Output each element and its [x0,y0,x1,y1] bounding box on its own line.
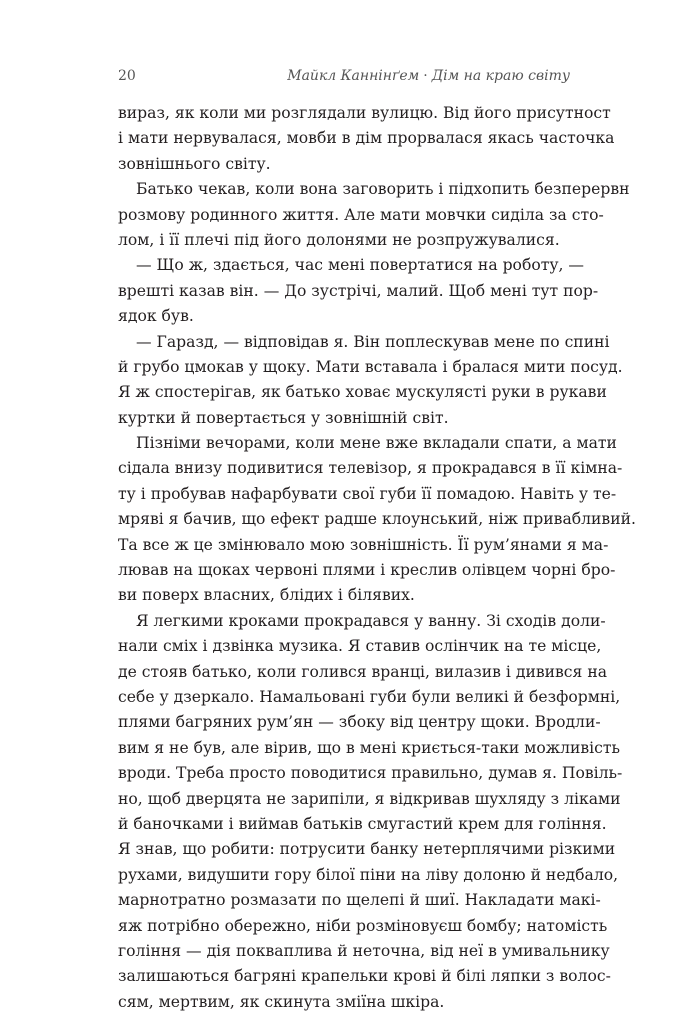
text-line: вим я не був, але вірив, що в мені криється-таки можливість [118,738,620,757]
text-line: себе у дзеркало. Намальовані губи були великі й безформні, [118,687,621,706]
text-line: ту і пробував нафарбувати свої губи її помадою. Навіть у те- [118,484,617,503]
text-line: — Що ж, здається, час мені повертатися на роботу, — [136,256,585,275]
paragraph [118,330,623,432]
text-line: Я легкими кроками прокрадався у ванну. Зі сходів доли- [136,611,606,630]
text-line: плями багряних рум’ян — збоку від центру щоки. Вродли- [118,713,601,732]
text-line: лом, і її плечі під його долонями не розпружувалися. [118,230,560,249]
text-line: вираз, як коли ми розглядали вулицю. Від його присутност [118,104,611,122]
text-line: сям, мертвим, як скинута зміїна шкіра. [118,992,445,1011]
text-line: — Гаразд, — відповідав я. Він поплескував мене по спині [136,332,610,351]
text-line: Пізніми вечорами, коли мене вже вкладали спати, а мати [136,434,617,453]
text-line: розмову родинного життя. Але мати мовчки сиділа за сто- [118,205,604,224]
text-line: сідала внизу подивитися телевізор, я прокрадався в її кімна- [118,459,623,478]
paragraph [118,609,623,1015]
text-line: де стояв батько, коли голився вранці, вилазив і дивився на [118,662,608,681]
text-line: нали сміх і дзвінка музика. Я ставив ослінчик на те місце, [118,637,602,656]
text-line: Батько чекав, коли вона заговорить і підхопить безперервн [136,180,630,199]
text-line: но, щоб дверцята не зарипіли, я відкривав шухляду з ліками [118,789,621,808]
text-line: Я знав, що робити: потрусити банку нетерплячими різкими [118,840,616,859]
text-line: рухами, видушити гору білої піни на ліву долоню й недбало, [118,865,619,884]
text-line: зовнішнього світу. [118,154,271,173]
paragraph [118,101,615,177]
title-separator: · [423,68,428,84]
text-line: вроди. Треба просто поводитися правильно, думав я. Повіль- [118,764,623,783]
running-header [118,68,570,88]
text-line: лював на щоках червоні плями і креслив олівцем чорні бро- [118,561,616,580]
paragraph [118,253,599,329]
paragraph [118,177,630,253]
author-name: Майкл Каннінґем [287,68,420,84]
text-line: марнотратно розмазати по щелепі й шиї. Накладати макі- [118,891,601,910]
text-line: куртки й повертається у зовнішній світ. [118,408,449,427]
text-line: і мати нервувалася, мовби в дім прорвалася якась часточка [118,129,615,148]
text-line: й грубо цмокав у щоку. Мати вставала і бралася мити посуд. [118,357,623,376]
text-line: ви поверх власних, блідих і білявих. [118,586,415,605]
text-line: гоління — дія покваплива й неточна, від неї в умивальнику [118,941,610,960]
text-line: й баночками і виймав батьків смугастий крем для гоління. [118,814,607,833]
running-title [287,68,570,84]
text-line: врешті казав він. — До зустрічі, малий. Щоб мені тут пор- [118,281,599,300]
text-line: Та все ж це змінювало мою зовнішність. Її рум’янами я ма- [118,535,609,554]
book-title: Дім на краю світу [431,68,570,84]
text-line: мряві я бачив, що ефект радше клоунський, ніж привабливий. [118,510,636,529]
body-text [118,101,636,1015]
text-line: залишаються багряні крапельки крові й білі ляпки з волос- [118,967,611,986]
text-line: яж потрібно обережно, ніби розміновуєш бомбу; натомість [118,916,608,935]
text-line: ядок був. [118,307,194,326]
text-line: Я ж спостерігав, як батько ховає мускулясті руки в рукави [118,383,607,402]
paragraph [118,431,636,609]
page-number: 20 [118,68,136,84]
